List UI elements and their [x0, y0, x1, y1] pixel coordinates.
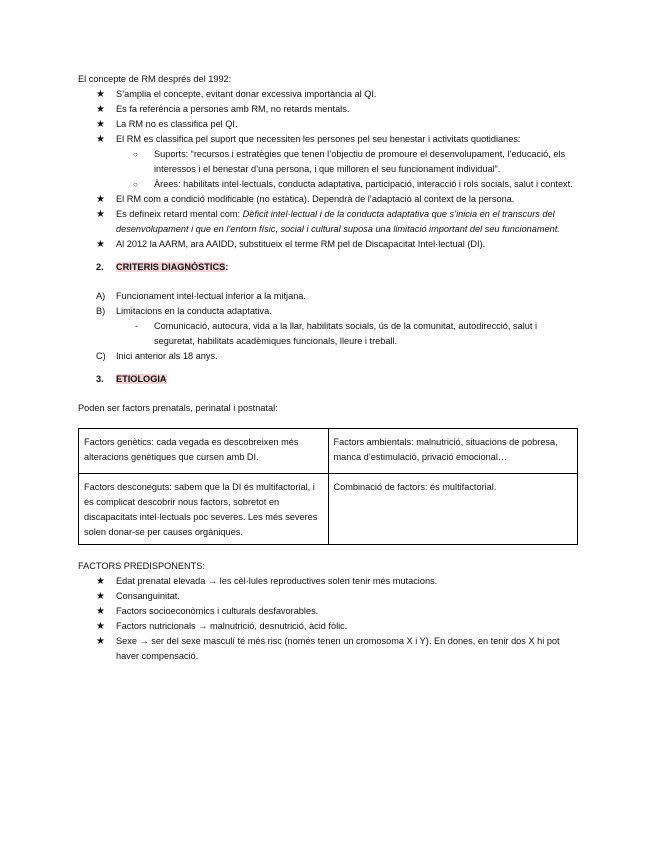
star-bullet-icon: ★ [96, 621, 105, 632]
star-bullet-icon: ★ [96, 636, 105, 647]
sub-list-item: ○ Àrees: habilitats intel·lectuals, conducta adaptativa, participació, interacció i rols socials, salut i context. [78, 177, 578, 192]
list-item: ★ La RM no es classifica pel QI. [96, 119, 238, 130]
table-cell: Factors desconeguts: sabem que la DI és multifactorial, i és complicat descobrir nous factors, sobretot en discapacitats intel·lectuals poc severes. Les més severes solen donar-se per causes orgàniques. [79, 474, 329, 545]
table-row [79, 474, 578, 545]
list-item: ★ Es defineix retard mental com: Dèficit intel·lectual i de la conducta adaptativa que s’inicia en el transcurs del desenvolupament i que en l’entorn físic, social i cultural suposa una limitació important del seu funcionament. [96, 209, 560, 234]
star-bullet-icon: ★ [96, 119, 105, 130]
etiologia-intro: Poden ser factors prenatals, perinatal i postnatal: [78, 403, 278, 413]
list-item: ★ Sexe → ser del sexe masculí té més risc (només tenen un cromosoma X i Y). En dones, en tenir dos X hi pot haver compensació. [96, 636, 560, 661]
star-bullet-icon: ★ [96, 89, 105, 100]
definition-text: Dèficit intel·lectual i de la conducta adaptativa que s’inicia en el transcurs del desenvolupament i que en l’entorn físic, social i cultural suposa una limitació important del seu funcionament. [116, 209, 560, 234]
star-bullet-icon: ★ [96, 239, 105, 250]
star-bullet-icon: ★ [96, 134, 105, 145]
list-item: ★ El RM es classifica pel suport que necessiten les persones pel seu benestar i activitats quotidianes: [96, 134, 521, 145]
intro-title: El concepte de RM després del 1992: [78, 74, 232, 84]
table-cell: Factors genètics: cada vegada es descobreixen més alteracions genètiques que cursen amb DI. [79, 429, 329, 474]
star-bullet-icon: ★ [96, 591, 105, 602]
list-item: ★ Al 2012 la AARM, ara AAIDD, substitueix el terme RM pel de Discapacitat Intel·lectual (DI). [96, 239, 486, 250]
list-item: ★ El RM com a condició modificable (no estàtica). Dependrà de l’adaptació al context de la persona. [96, 194, 515, 205]
heading-highlight: ETIOLOGIA [116, 374, 167, 384]
predisponents-title: FACTORS PREDISPONENTS: [78, 561, 205, 571]
section-heading-etiologia: 3. ETIOLOGIA [96, 374, 167, 384]
heading-highlight: CRITERIS DIAGNÒSTICS [116, 262, 226, 272]
list-item: ★ Factors socioeconòmics i culturals desfavorables. [96, 606, 319, 617]
star-bullet-icon: ★ [96, 606, 105, 617]
list-item: ★ Edat prenatal elevada → les cèl·lules reproductives solen tenir més mutacions. [96, 576, 438, 587]
factors-table [78, 428, 578, 545]
circle-bullet-icon: ○ [133, 150, 138, 159]
section-heading-criteris: 2. CRITERIS DIAGNÒSTICS: [96, 262, 229, 272]
list-item: ★ S’amplia el concepte, evitant donar excessiva importància al QI. [96, 89, 377, 100]
sub-list-item: - Comunicació, autocura, vida a la llar, habilitats socials, ús de la comunitat, autodirecció, salut i seguretat, habilitats acadèmiques funcionals, lleure i treball. [135, 321, 538, 346]
star-bullet-icon: ★ [96, 576, 105, 587]
list-item: A) Funcionament intel·lectual inferior a la mitjana. [96, 291, 306, 301]
document-page [78, 72, 578, 664]
sub-list-item: ○ Suports: “recursos i estratègies que tenen l’objectiu de promoure el desenvolupament, l’educació, els interessos i el benestar d’una persona, i que milloren el seu funcionament individual”. [133, 149, 566, 174]
table-cell: Combinació de factors: és multifactorial. [328, 474, 578, 545]
circle-bullet-icon: ○ [133, 180, 138, 189]
star-bullet-icon: ★ [96, 209, 105, 220]
list-item: ★ Es fa referència a persones amb RM, no retards mentals. [96, 104, 350, 115]
list-item: ★ Consanguinitat. [96, 591, 180, 602]
list-item: B) Limitacions en la conducta adaptativa. [96, 306, 272, 316]
star-bullet-icon: ★ [96, 194, 105, 205]
table-cell: Factors ambientals: malnutrició, situacions de pobresa, manca d’estimulació, privació emocional… [328, 429, 578, 474]
list-item: ★ Factors nutricionals → malnutrició, desnutrició, àcid fòlic. [96, 621, 348, 632]
star-bullet-icon: ★ [96, 104, 105, 115]
table-row [79, 429, 578, 474]
dash-bullet-icon: - [135, 321, 139, 331]
list-item: C) Inici anterior als 18 anys. [96, 351, 218, 361]
